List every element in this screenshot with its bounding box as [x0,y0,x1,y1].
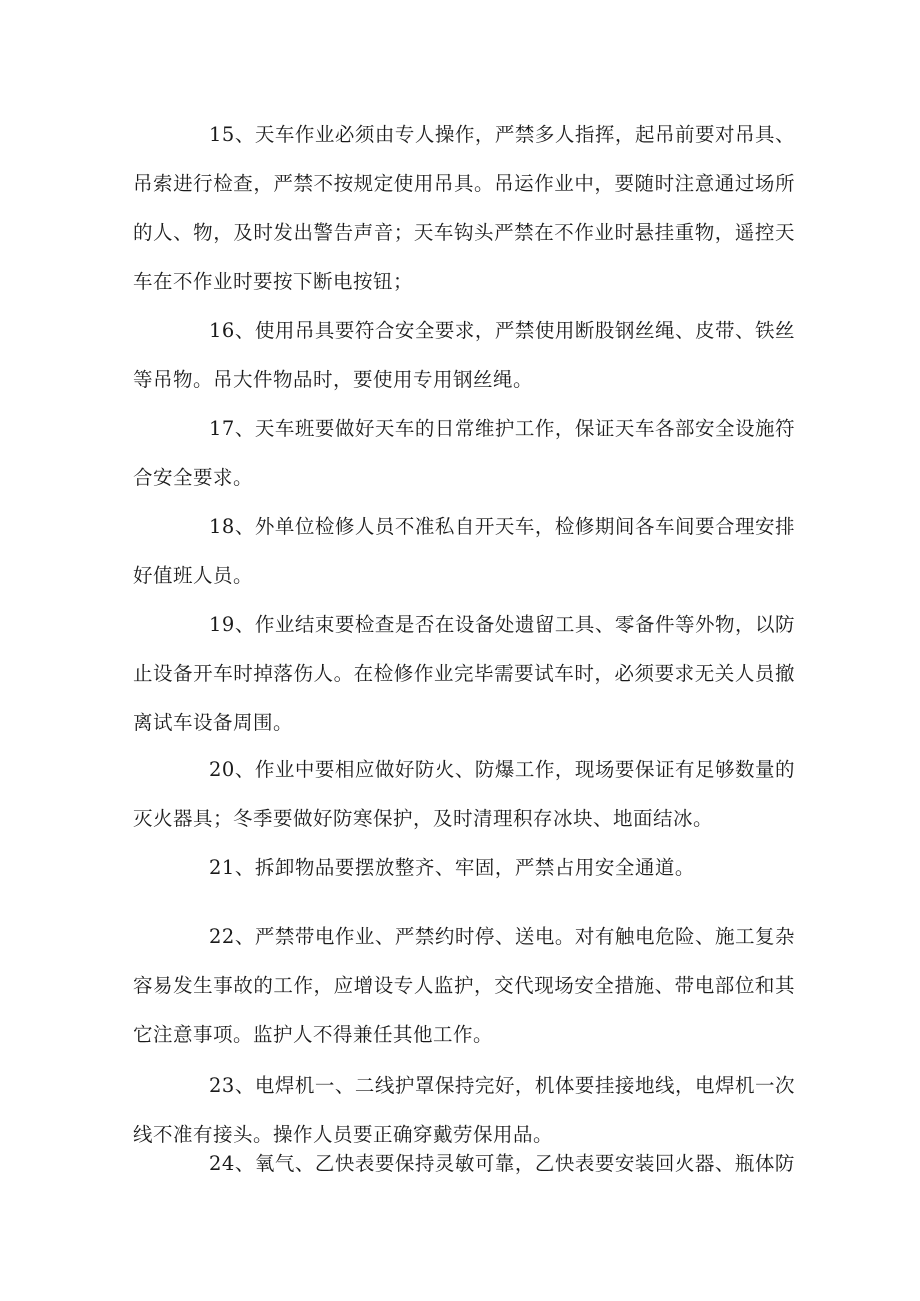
paragraph-22: 22、严禁带电作业、严禁约时停、送电。对有触电危险、施工复杂容易发生事故的工作，应增设专人监护，交代现场安全措施、带电部位和其它注意事项。监护人不得兼任其他工作。 [133,925,795,1046]
paragraph-19: 19、作业结束要检查是否在设备处遗留工具、零备件等外物，以防止设备开车时掉落伤人。在检修作业完毕需要试车时，必须要求无关人员撤离试车设备周围。 [133,613,795,734]
paragraph-17: 17、天车班要做好天车的日常维护工作，保证天车各部安全设施符合安全要求。 [133,417,795,489]
paragraph-23: 23、电焊机一、二线护罩保持完好，机体要挂接地线，电焊机一次线不准有接头。操作人员要正确穿戴劳保用品。 [133,1074,795,1146]
paragraph-18: 18、外单位检修人员不准私自开天车，检修期间各车间要合理安排好值班人员。 [133,515,795,587]
paragraph-15: 15、天车作业必须由专人操作，严禁多人指挥，起吊前要对吊具、吊索进行检查，严禁不按规定使用吊具。吊运作业中，要随时注意通过场所的人、物，及时发出警告声音；天车钩头严禁在不作业时悬挂重物，遥控天车在不作业时要按下断电按钮； [133,123,795,293]
paragraph-24: 24、氧气、乙快表要保持灵敏可靠，乙快表要安装回火器、瓶体防 [209,1152,795,1175]
paragraph-21: 21、拆卸物品要摆放整齐、牢固，严禁占用安全通道。 [209,856,695,879]
paragraph-16: 16、使用吊具要符合安全要求，严禁使用断股钢丝绳、皮带、铁丝等吊物。吊大件物品时，要使用专用钢丝绳。 [133,319,795,391]
paragraph-20: 20、作业中要相应做好防火、防爆工作，现场要保证有足够数量的灭火器具；冬季要做好防寒保护，及时清理积存冰块、地面结冰。 [133,758,795,830]
